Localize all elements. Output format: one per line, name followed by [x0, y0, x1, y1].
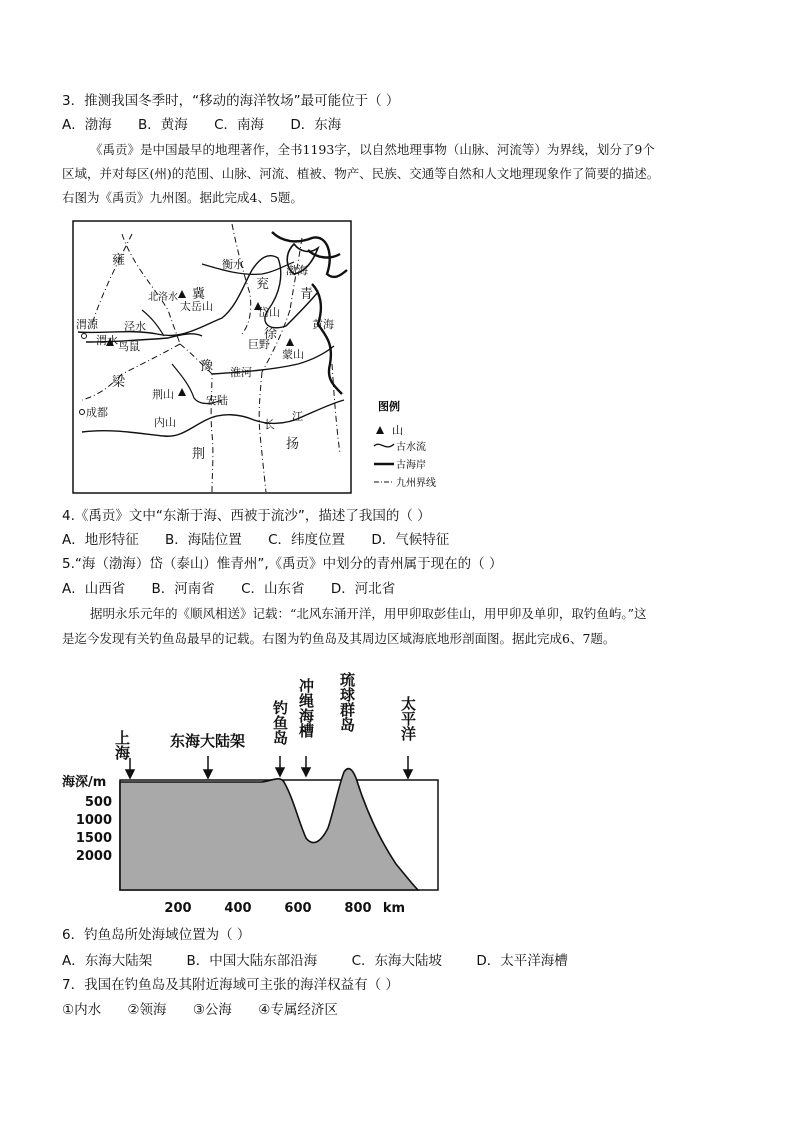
label-ryukyu: 琉球群岛: [338, 672, 356, 732]
q3-stem: 3．推测我国冬季时，“移动的海洋牧场”最可能位于（ ）: [62, 93, 400, 109]
legend-mountain-icon: [376, 426, 384, 434]
x-tick-400: 400: [224, 901, 252, 916]
label-weiyuan: 渭源: [76, 318, 98, 331]
arrow-shelf: [204, 770, 212, 778]
region-liang: 梁: [112, 375, 126, 390]
q6-stem: 6．钓鱼岛所处海域位置为（ ）: [62, 927, 251, 943]
q5-options: [62, 580, 417, 598]
q7-options: [62, 1001, 360, 1019]
label-mengshan: 蒙山: [282, 348, 304, 361]
jiuzhou-map: [72, 214, 444, 496]
label-niaoshu: 鸟鼠: [118, 340, 140, 353]
x-unit: km: [382, 901, 406, 916]
legend-river-icon: [374, 444, 394, 447]
y-axis-title: 海深/m: [62, 775, 107, 790]
region-yang: 扬: [286, 437, 300, 452]
pointer-arrows: [126, 756, 412, 778]
label-okinawa-trough: 冲绳海槽: [297, 678, 315, 738]
label-jiang: 江: [292, 410, 303, 423]
q4-option-b: B．海陆位置: [165, 532, 242, 548]
q5-option-b: B．河南省: [151, 581, 215, 597]
label-huanghai: 黄海: [312, 318, 334, 331]
q7-option-4: ④专属经济区: [258, 1002, 338, 1018]
arrow-pacific: [404, 770, 412, 778]
label-shanghai: 上海: [113, 730, 131, 760]
arrow-diaoyudao: [276, 768, 284, 776]
passage1-line2: 区域，并对每区(州)的范围、山脉、河流、植被、物产、民族、交通等自然和人文地理现象作了简要的描述。: [62, 166, 660, 181]
q4-stem: 4.《禹贡》文中“东渐于海、西被于流沙”，描述了我国的（ ）: [62, 508, 431, 524]
region-yu: 豫: [200, 359, 214, 374]
label-east-china-shelf: 东海大陆架: [170, 732, 246, 750]
q4-option-d: D．气候特征: [371, 532, 450, 548]
passage2-line1: 据明永乐元年的《顺风相送》记载：“北风东涌开洋，用甲卯取彭佳山，用甲卯及单卯，取钓鱼屿。”这: [90, 606, 647, 621]
q3-options: [62, 116, 363, 134]
region-ji: 冀: [192, 287, 206, 302]
region-yong: 雍: [112, 253, 126, 268]
passage2-line2: 是迄今发现有关钓鱼岛最早的记载。右图为钓鱼岛及其周边区域海底地形剖面图。据此完成6、7题。: [62, 631, 616, 646]
passage1-line1: 《禹贡》是中国最早的地理著作，全书1193字，以自然地理事物（山脉、河流等）为界线，划分了9个: [90, 142, 655, 157]
legend-title: 图例: [378, 400, 400, 413]
legend-mountain: 山: [392, 424, 403, 437]
q7-option-2: ②领海: [127, 1002, 167, 1018]
legend-coast: 古海岸: [396, 460, 426, 471]
label-beiluoshui: 北洛水: [148, 292, 178, 303]
q4-option-a: A．地形特征: [62, 532, 139, 548]
y-tick-1000: 1000: [75, 813, 112, 828]
legend-river: 古水流: [396, 442, 426, 453]
q5-stem: 5.“海（渤海）岱（泰山）惟青州”,《禹贡》中划分的青州属于现在的（ ）: [62, 556, 503, 572]
q6-option-d: D．太平洋海槽: [476, 953, 568, 969]
weiyuan-marker: [82, 334, 87, 339]
q3-option-a: A．渤海: [62, 117, 112, 133]
x-tick-800: 800: [344, 901, 372, 916]
q6-option-c: C．东海大陆坡: [351, 953, 443, 969]
q7-stem: 7．我国在钓鱼岛及其附近海域可主张的海洋权益有（ ）: [62, 977, 399, 993]
label-jingshan: 荆山: [152, 388, 174, 401]
arrow-trough: [302, 768, 310, 776]
q3-option-d: D．东海: [290, 117, 342, 133]
arrow-shanghai: [126, 770, 134, 778]
label-diaoyudao: 钓鱼岛: [271, 700, 289, 745]
q6-options: [62, 952, 598, 970]
q3-option-c: C．南海: [214, 117, 265, 133]
y-tick-1500: 1500: [75, 831, 112, 846]
label-anlu: 安陆: [206, 394, 228, 407]
label-huaihe: 淮河: [230, 366, 252, 379]
region-yan: 兖: [256, 277, 270, 292]
q4-options: [62, 531, 471, 549]
q5-option-c: C．山东省: [241, 581, 305, 597]
q5-option-d: D．河北省: [330, 581, 396, 597]
q6-option-a: A．东海大陆架: [62, 953, 153, 969]
label-pacific: 太平洋: [399, 696, 417, 741]
label-weishui: 渭水: [96, 334, 118, 347]
region-jing: 荆: [192, 447, 206, 462]
q4-option-c: C．纬度位置: [268, 532, 346, 548]
q5-option-a: A．山西省: [62, 581, 126, 597]
label-chengdu: 成都: [86, 406, 108, 419]
label-jingshui: 泾水: [124, 320, 146, 333]
passage1-line3: 右图为《禹贡》九州图。据此完成4、5题。: [62, 190, 303, 205]
chengdu-marker: [80, 410, 85, 415]
region-qing: 青: [300, 287, 314, 302]
q6-option-b: B．中国大陆东部沿海: [186, 953, 318, 969]
label-bohai: 渤海: [286, 264, 308, 277]
label-juye: 巨野: [248, 338, 270, 351]
x-tick-200: 200: [164, 901, 192, 916]
label-chang: 长: [264, 418, 275, 431]
label-hengshui: 衡水: [222, 258, 244, 271]
x-tick-600: 600: [284, 901, 312, 916]
region-xu: 徐: [264, 327, 278, 342]
label-daishan: 岱山: [258, 306, 280, 319]
legend-boundary: 九州界线: [396, 478, 436, 489]
q3-option-b: B．黄海: [138, 117, 188, 133]
label-taiyueshan: 太岳山: [180, 300, 213, 313]
q7-option-3: ③公海: [192, 1002, 232, 1018]
label-neishan: 内山: [154, 416, 176, 429]
map-legend: [374, 399, 436, 489]
q7-option-1: ①内水: [62, 1002, 102, 1018]
seafloor-profile: [62, 660, 442, 918]
y-tick-500: 500: [84, 795, 112, 810]
y-tick-2000: 2000: [75, 849, 112, 864]
